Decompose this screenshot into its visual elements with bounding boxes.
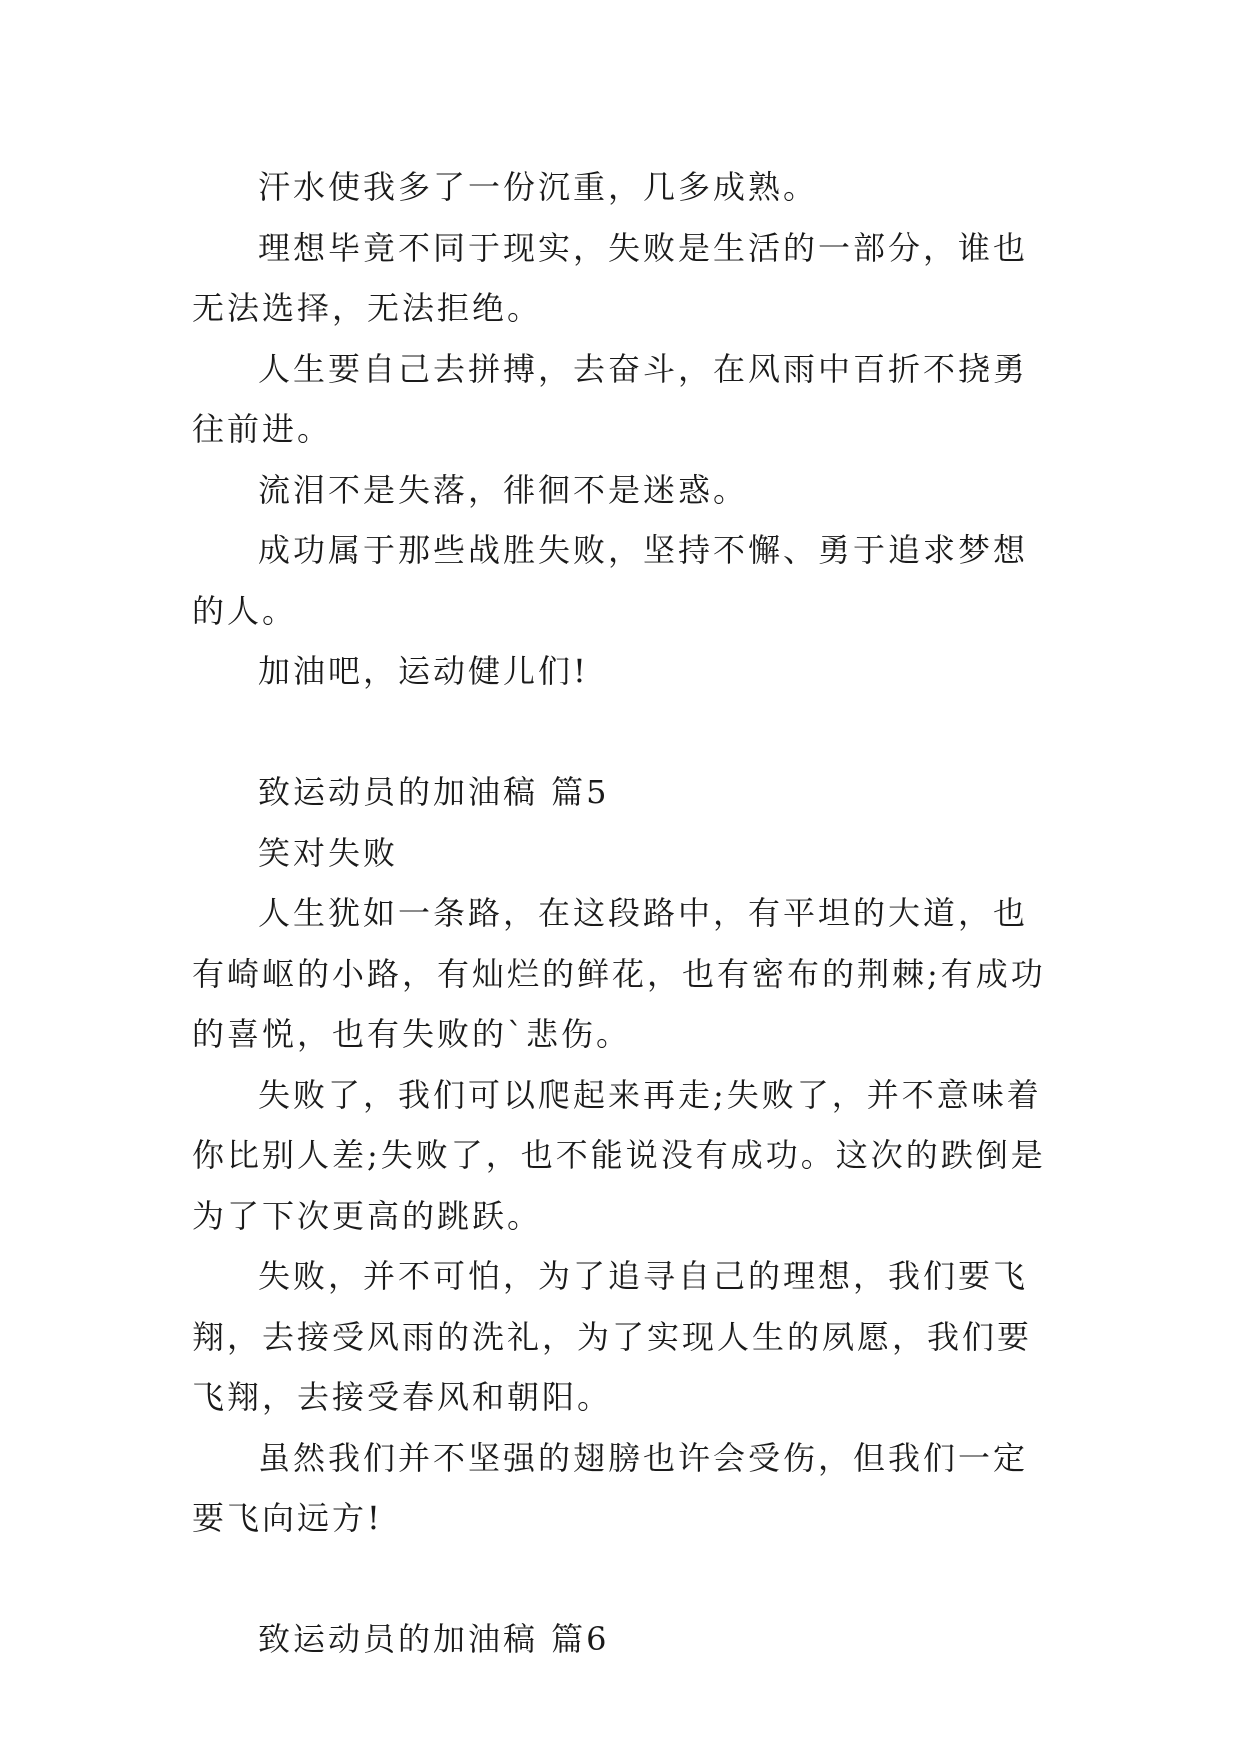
paragraph: 成功属于那些战胜失败，坚持不懈、勇于追求梦想的人。: [192, 531, 1029, 630]
paragraph: 理想毕竟不同于现实，失败是生活的一部分，谁也无法选择，无法拒绝。: [192, 228, 1029, 327]
section-heading: 致运动员的加油稿 篇6: [258, 1620, 610, 1658]
paragraph: 人生要自己去拼搏，去奋斗，在风雨中百折不挠勇往前进。: [192, 349, 1029, 448]
paragraph: 流泪不是失落，徘徊不是迷惑。: [258, 470, 749, 509]
paragraph: 加油吧，运动健儿们!: [258, 652, 589, 690]
paragraph: 失败了，我们可以爬起来再走;失败了，并不意味着你比别人差;失败了，也不能说没有成功。这次的跌倒是为了下次更高的跳跃。: [192, 1075, 1046, 1235]
article-title: 笑对失败: [258, 833, 399, 872]
document-body: [192, 157, 1052, 1670]
paragraph: 汗水使我多了一份沉重，几多成熟。: [258, 168, 819, 206]
section-spacer: [192, 702, 1052, 763]
paragraph: 人生犹如一条路，在这段路中，有平坦的大道，也有崎岖的小路，有灿烂的鲜花，也有密布的荆棘;有成功的喜悦，也有失败的`悲伤。: [192, 894, 1046, 1053]
paragraph: 失败，并不可怕，为了追寻自己的理想，我们要飞翔，去接受风雨的洗礼，为了实现人生的夙愿，我们要飞翔，去接受春风和朝阳。: [192, 1257, 1033, 1416]
paragraph: 虽然我们并不坚强的翅膀也许会受伤，但我们一定要飞向远方!: [192, 1438, 1029, 1537]
section-spacer: [192, 1549, 1052, 1610]
section-heading: 致运动员的加油稿 篇5: [258, 773, 610, 811]
